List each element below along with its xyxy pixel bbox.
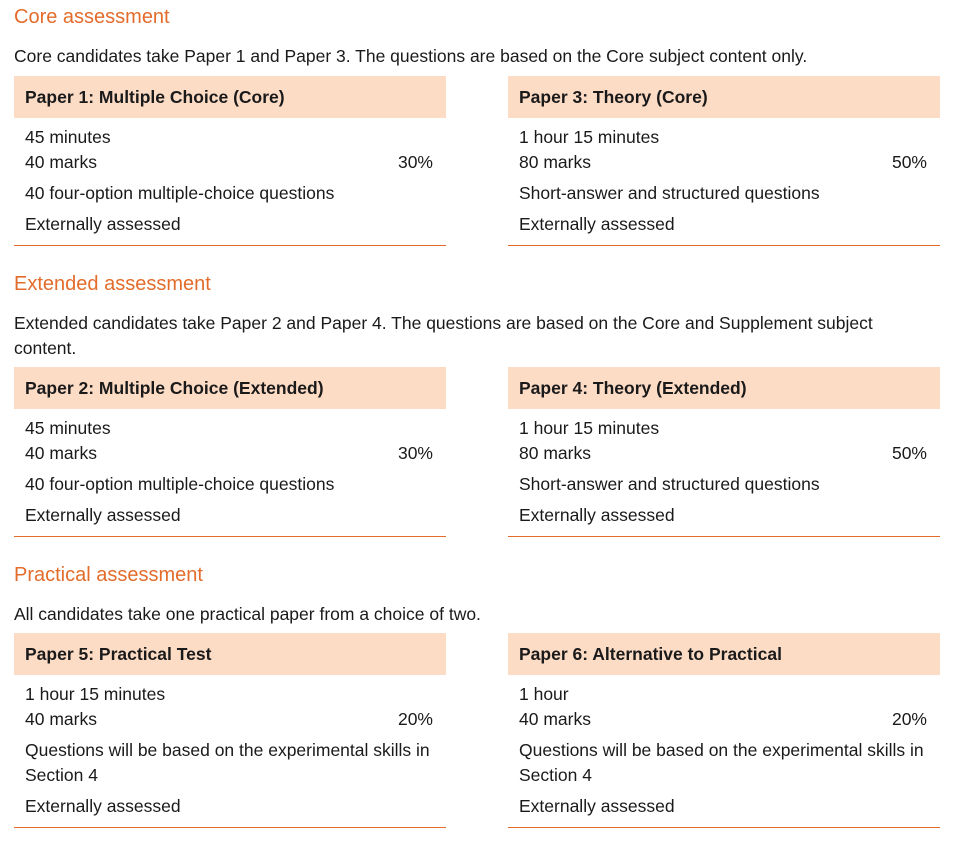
paper-details (14, 118, 446, 246)
paper-description: Questions will be based on the experimental skills in Section 4 (519, 740, 924, 785)
paper-card-1 (14, 76, 446, 246)
paper-weighting: 20% (891, 709, 927, 729)
paper-duration: 45 minutes (25, 127, 111, 147)
paper-description: Short-answer and structured questions (519, 183, 820, 203)
paper-weighting: 50% (891, 152, 927, 172)
paper-assessment: Externally assessed (519, 796, 675, 816)
paper-marks: 40 marks (25, 152, 97, 172)
paper-weighting: 20% (397, 709, 433, 729)
paper-details (508, 118, 940, 246)
paper-duration: 1 hour 15 minutes (519, 127, 660, 147)
paper-duration: 1 hour (519, 684, 569, 704)
section-heading-practical: Practical assessment (14, 564, 203, 586)
paper-weighting: 30% (397, 152, 433, 172)
section-intro-practical: All candidates take one practical paper from a choice of two. (14, 604, 481, 624)
paper-details (14, 409, 446, 537)
paper-title: Paper 2: Multiple Choice (Extended) (14, 367, 446, 409)
paper-title: Paper 6: Alternative to Practical (508, 633, 940, 675)
section-heading-extended: Extended assessment (14, 273, 211, 295)
paper-card-2 (14, 367, 446, 537)
paper-card-3 (508, 76, 940, 246)
paper-marks: 40 marks (25, 709, 97, 729)
paper-details (508, 675, 940, 828)
paper-assessment: Externally assessed (519, 214, 675, 234)
paper-duration: 1 hour 15 minutes (519, 418, 660, 438)
paper-description: Questions will be based on the experimental skills in Section 4 (25, 740, 430, 785)
section-intro-extended: Extended candidates take Paper 2 and Paper 4. The questions are based on the Core and Supplement subject content. (14, 313, 873, 358)
paper-assessment: Externally assessed (25, 214, 181, 234)
section-intro-core: Core candidates take Paper 1 and Paper 3. The questions are based on the Core subject content only. (14, 46, 808, 66)
paper-duration: 1 hour 15 minutes (25, 684, 166, 704)
paper-marks: 80 marks (519, 443, 591, 463)
section-heading-core: Core assessment (14, 6, 170, 28)
paper-title: Paper 4: Theory (Extended) (508, 367, 940, 409)
paper-marks: 40 marks (519, 709, 591, 729)
paper-description: Short-answer and structured questions (519, 474, 820, 494)
paper-assessment: Externally assessed (519, 505, 675, 525)
paper-description: 40 four-option multiple-choice questions (25, 183, 335, 203)
paper-duration: 45 minutes (25, 418, 111, 438)
paper-weighting: 30% (397, 443, 433, 463)
paper-card-6 (508, 633, 940, 828)
paper-assessment: Externally assessed (25, 505, 181, 525)
paper-details (508, 409, 940, 537)
paper-description: 40 four-option multiple-choice questions (25, 474, 335, 494)
paper-assessment: Externally assessed (25, 796, 181, 816)
paper-marks: 80 marks (519, 152, 591, 172)
paper-card-5 (14, 633, 446, 828)
paper-marks: 40 marks (25, 443, 97, 463)
paper-weighting: 50% (891, 443, 927, 463)
paper-title: Paper 5: Practical Test (14, 633, 446, 675)
paper-title: Paper 3: Theory (Core) (508, 76, 940, 118)
paper-title: Paper 1: Multiple Choice (Core) (14, 76, 446, 118)
paper-details (14, 675, 446, 828)
paper-card-4 (508, 367, 940, 537)
